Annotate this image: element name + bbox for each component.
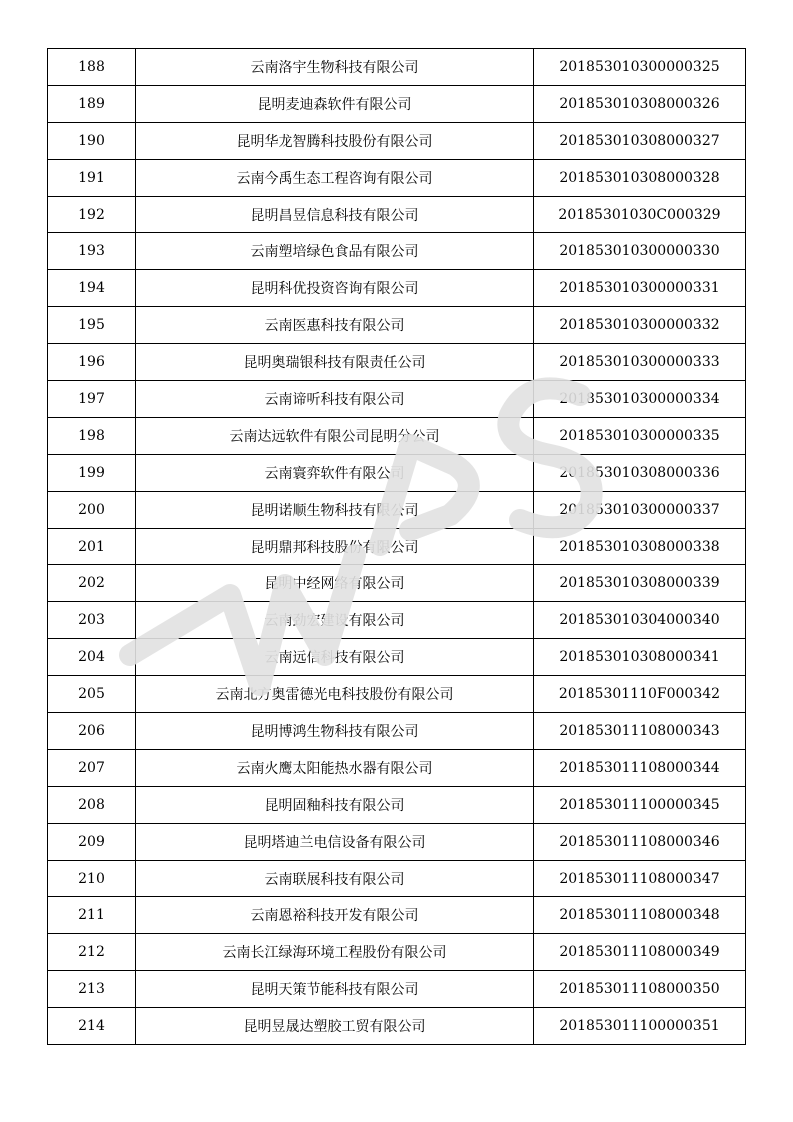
row-number-cell: 202 [48, 565, 136, 602]
company-name-cell: 云南塑培绿色食品有限公司 [136, 233, 534, 270]
table-row [48, 233, 746, 270]
company-name-cell: 昆明奥瑞银科技有限责任公司 [136, 344, 534, 381]
row-number-cell: 190 [48, 122, 136, 159]
table-row [48, 528, 746, 565]
row-number-cell: 204 [48, 639, 136, 676]
table-row [48, 860, 746, 897]
row-number-cell: 206 [48, 713, 136, 750]
row-number-cell: 214 [48, 1008, 136, 1045]
company-name-cell: 昆明昱晟达塑胶工贸有限公司 [136, 1008, 534, 1045]
company-name-cell: 云南劲宏建设有限公司 [136, 602, 534, 639]
company-name-cell: 云南达远软件有限公司昆明分公司 [136, 417, 534, 454]
table-row [48, 565, 746, 602]
table-row [48, 602, 746, 639]
company-name-cell: 昆明鼎邦科技股份有限公司 [136, 528, 534, 565]
table-row [48, 196, 746, 233]
registration-code-cell: 201853010308000341 [534, 639, 746, 676]
registration-code-cell: 20185301030C000329 [534, 196, 746, 233]
row-number-cell: 212 [48, 934, 136, 971]
row-number-cell: 193 [48, 233, 136, 270]
company-name-cell: 昆明华龙智腾科技股份有限公司 [136, 122, 534, 159]
table-row [48, 49, 746, 86]
table-row [48, 307, 746, 344]
row-number-cell: 196 [48, 344, 136, 381]
company-name-cell: 昆明博鸿生物科技有限公司 [136, 713, 534, 750]
registration-code-cell: 201853011100000351 [534, 1008, 746, 1045]
company-name-cell: 昆明固釉科技有限公司 [136, 786, 534, 823]
row-number-cell: 195 [48, 307, 136, 344]
row-number-cell: 211 [48, 897, 136, 934]
registration-code-cell: 201853011100000345 [534, 786, 746, 823]
row-number-cell: 213 [48, 971, 136, 1008]
company-name-cell: 云南恩裕科技开发有限公司 [136, 897, 534, 934]
table-row [48, 934, 746, 971]
table-row [48, 454, 746, 491]
registration-table [47, 48, 746, 1045]
company-name-cell: 昆明诺顺生物科技有限公司 [136, 491, 534, 528]
registration-code-cell: 201853010304000340 [534, 602, 746, 639]
company-name-cell: 昆明科优投资咨询有限公司 [136, 270, 534, 307]
company-name-cell: 云南北方奥雷德光电科技股份有限公司 [136, 676, 534, 713]
company-name-cell: 昆明麦迪森软件有限公司 [136, 85, 534, 122]
table-row [48, 491, 746, 528]
company-name-cell: 昆明昌昱信息科技有限公司 [136, 196, 534, 233]
company-name-cell: 云南火鹰太阳能热水器有限公司 [136, 749, 534, 786]
row-number-cell: 209 [48, 823, 136, 860]
registration-code-cell: 201853011108000347 [534, 860, 746, 897]
registration-code-cell: 201853010300000335 [534, 417, 746, 454]
registration-code-cell: 201853010308000327 [534, 122, 746, 159]
table-row [48, 1008, 746, 1045]
registration-code-cell: 201853010300000331 [534, 270, 746, 307]
registration-code-cell: 201853010308000326 [534, 85, 746, 122]
company-name-cell: 昆明塔迪兰电信设备有限公司 [136, 823, 534, 860]
company-name-cell: 昆明中经网络有限公司 [136, 565, 534, 602]
table-row [48, 381, 746, 418]
table-row [48, 749, 746, 786]
table-row [48, 417, 746, 454]
registration-code-cell: 201853011108000344 [534, 749, 746, 786]
table-row [48, 270, 746, 307]
company-name-cell: 昆明天策节能科技有限公司 [136, 971, 534, 1008]
table-row [48, 897, 746, 934]
company-name-cell: 云南长江绿海环境工程股份有限公司 [136, 934, 534, 971]
registration-code-cell: 20185301110F000342 [534, 676, 746, 713]
table-row [48, 823, 746, 860]
registration-code-cell: 201853011108000349 [534, 934, 746, 971]
row-number-cell: 210 [48, 860, 136, 897]
row-number-cell: 188 [48, 49, 136, 86]
table-row [48, 344, 746, 381]
company-name-cell: 云南远信科技有限公司 [136, 639, 534, 676]
row-number-cell: 201 [48, 528, 136, 565]
table-row [48, 786, 746, 823]
table-row [48, 676, 746, 713]
row-number-cell: 199 [48, 454, 136, 491]
registration-code-cell: 201853010300000337 [534, 491, 746, 528]
registration-code-cell: 201853010300000325 [534, 49, 746, 86]
company-name-cell: 云南联展科技有限公司 [136, 860, 534, 897]
registration-code-cell: 201853011108000350 [534, 971, 746, 1008]
registration-code-cell: 201853010308000336 [534, 454, 746, 491]
table-row [48, 713, 746, 750]
row-number-cell: 207 [48, 749, 136, 786]
row-number-cell: 203 [48, 602, 136, 639]
company-name-cell: 云南医惠科技有限公司 [136, 307, 534, 344]
row-number-cell: 208 [48, 786, 136, 823]
row-number-cell: 189 [48, 85, 136, 122]
row-number-cell: 192 [48, 196, 136, 233]
registration-table-body [48, 49, 746, 1045]
company-name-cell: 云南今禹生态工程咨询有限公司 [136, 159, 534, 196]
company-name-cell: 云南寰弈软件有限公司 [136, 454, 534, 491]
registration-code-cell: 201853010300000332 [534, 307, 746, 344]
registration-code-cell: 201853010300000333 [534, 344, 746, 381]
registration-code-cell: 201853010308000339 [534, 565, 746, 602]
row-number-cell: 194 [48, 270, 136, 307]
row-number-cell: 197 [48, 381, 136, 418]
table-row [48, 122, 746, 159]
row-number-cell: 198 [48, 417, 136, 454]
registration-code-cell: 201853011108000346 [534, 823, 746, 860]
table-row [48, 971, 746, 1008]
registration-code-cell: 201853010308000328 [534, 159, 746, 196]
registration-code-cell: 201853011108000348 [534, 897, 746, 934]
registration-code-cell: 201853011108000343 [534, 713, 746, 750]
row-number-cell: 205 [48, 676, 136, 713]
registration-code-cell: 201853010300000334 [534, 381, 746, 418]
table-row [48, 159, 746, 196]
company-name-cell: 云南洛宇生物科技有限公司 [136, 49, 534, 86]
table-row [48, 639, 746, 676]
company-name-cell: 云南谛听科技有限公司 [136, 381, 534, 418]
registration-code-cell: 201853010308000338 [534, 528, 746, 565]
row-number-cell: 191 [48, 159, 136, 196]
table-row [48, 85, 746, 122]
registration-code-cell: 201853010300000330 [534, 233, 746, 270]
row-number-cell: 200 [48, 491, 136, 528]
